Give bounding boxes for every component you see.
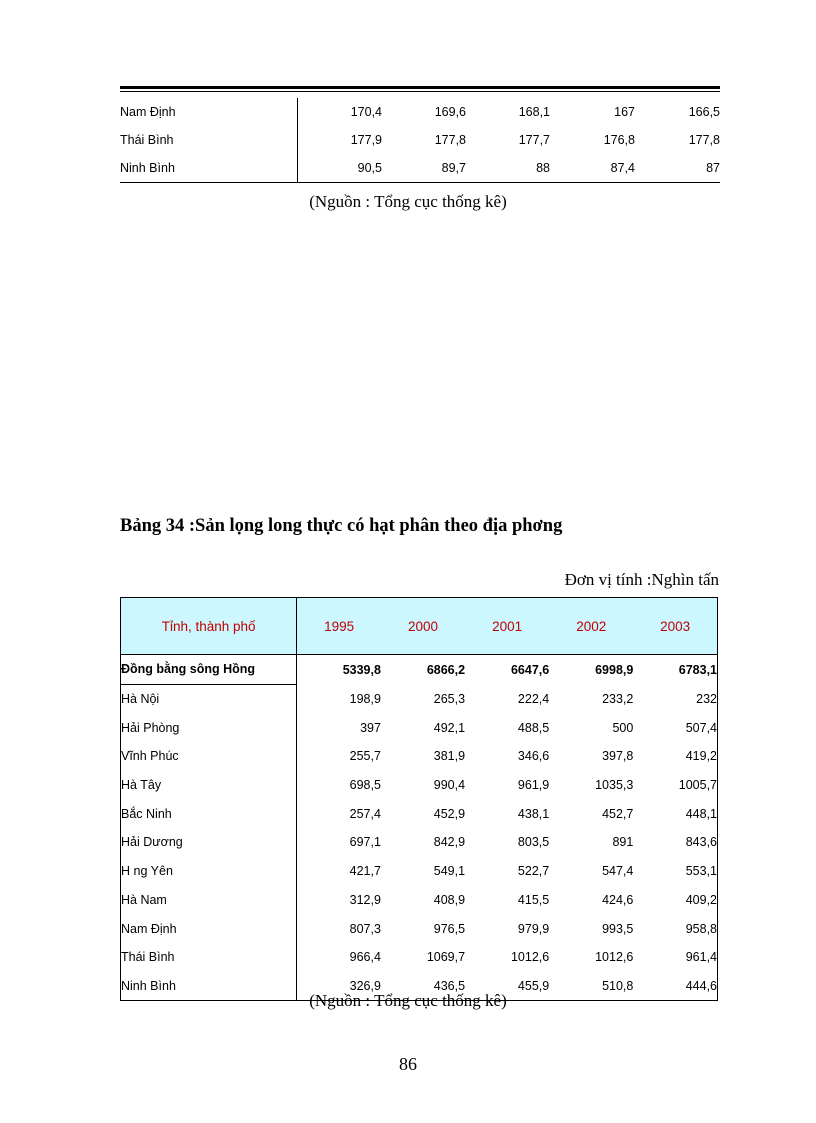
cell: 415,5: [517, 892, 550, 907]
row-name: Hà Nội: [121, 684, 297, 713]
cell: 1005,7: [678, 778, 717, 793]
cell: 6866,2: [426, 662, 466, 677]
table-row: [120, 154, 720, 183]
cell: 177,9: [350, 133, 382, 147]
cell: 233,2: [602, 691, 634, 706]
cell: 166,5: [688, 105, 720, 119]
cell: 265,3: [433, 691, 466, 706]
cell: 5339,8: [342, 662, 381, 677]
cell: 843,6: [685, 835, 717, 850]
cell: 177,7: [518, 133, 550, 147]
header-year: 2000: [381, 598, 465, 655]
table-row: [121, 886, 718, 915]
table-row: [120, 98, 720, 126]
cell: 177,8: [434, 133, 466, 147]
row-name: Nam Định: [121, 914, 297, 943]
table-row: [121, 914, 718, 943]
cell: 553,1: [685, 864, 717, 879]
row-name: Hà Nam: [121, 886, 297, 915]
table-row: [121, 828, 718, 857]
cell: 452,9: [433, 806, 466, 821]
table-row: [121, 684, 718, 713]
cell: 1012,6: [510, 950, 550, 965]
table-row: [121, 799, 718, 828]
cell: 90,5: [357, 161, 382, 175]
cell: 448,1: [685, 806, 717, 821]
table-row: [121, 857, 718, 886]
cell: 397,8: [602, 749, 634, 764]
row-name: Hà Tây: [121, 771, 297, 800]
row-name: Nam Định: [120, 98, 297, 126]
cell: 89,7: [441, 161, 466, 175]
cell: 444,6: [685, 978, 717, 993]
cell: 257,4: [349, 806, 381, 821]
row-name: Vĩnh Phúc: [121, 742, 297, 771]
cell: 993,5: [602, 921, 634, 936]
cell: 979,9: [517, 921, 550, 936]
cell: 409,2: [685, 892, 717, 907]
table-row: [121, 713, 718, 742]
cell: 177,8: [688, 133, 720, 147]
cell: 346,6: [517, 749, 550, 764]
table-header-row: [121, 598, 718, 655]
table-row: [121, 943, 718, 972]
row-name: Thái Bình: [120, 126, 297, 154]
table-row: [120, 126, 720, 154]
cell: 168,1: [518, 105, 550, 119]
cell: 842,9: [433, 835, 466, 850]
cell: 500: [612, 720, 634, 735]
source-note: (Nguồn : Tổng cục thống kê): [309, 991, 507, 1010]
cell: 87: [706, 161, 720, 175]
cell: 492,1: [433, 720, 466, 735]
cell: 255,7: [349, 749, 381, 764]
table-row: [121, 771, 718, 800]
header-year: 2002: [549, 598, 633, 655]
cell: 507,4: [685, 720, 717, 735]
cell: 990,4: [433, 778, 466, 793]
cell: 436,5: [433, 978, 466, 993]
header-region: Tỉnh, thành phố: [121, 598, 297, 655]
cell: 1069,7: [426, 950, 466, 965]
cell: 455,9: [517, 978, 550, 993]
cell: 547,4: [602, 864, 634, 879]
cell: 1035,3: [595, 778, 634, 793]
cell: 1012,6: [595, 950, 634, 965]
cell: 891: [612, 835, 634, 850]
cell: 170,4: [350, 105, 382, 119]
cell: 88: [536, 161, 550, 175]
cell: 961,4: [685, 950, 717, 965]
row-name: Hải Phòng: [121, 713, 297, 742]
cell: 958,8: [685, 921, 717, 936]
top-rule-thin: [120, 91, 720, 92]
cell: 419,2: [685, 749, 717, 764]
cell: 6998,9: [595, 662, 634, 677]
cell: 421,7: [349, 864, 381, 879]
cell: 6647,6: [510, 662, 550, 677]
row-name: Hải Dương: [121, 828, 297, 857]
table-row: [121, 742, 718, 771]
header-year: 1995: [297, 598, 381, 655]
cell: 488,5: [517, 720, 550, 735]
cell: 167: [614, 105, 635, 119]
cell: 549,1: [433, 864, 466, 879]
cell: 232: [696, 691, 717, 706]
cell: 966,4: [349, 950, 381, 965]
production-table: [120, 597, 718, 1001]
cell: 198,9: [349, 691, 381, 706]
cell: 697,1: [349, 835, 381, 850]
cell: 397: [360, 720, 381, 735]
page-number: 86: [399, 1054, 417, 1074]
cell: 803,5: [517, 835, 550, 850]
cell: 961,9: [517, 778, 550, 793]
table-title: Bảng 34 :Sản lọng long thực có hạt phân theo địa phơng: [120, 516, 563, 536]
row-name: Bắc Ninh: [121, 799, 297, 828]
cell: 312,9: [349, 892, 381, 907]
row-name: Thái Bình: [121, 943, 297, 972]
cell: 87,4: [610, 161, 635, 175]
total-row: [121, 655, 718, 685]
cell: 176,8: [603, 133, 635, 147]
cell: 408,9: [433, 892, 466, 907]
row-name: Ninh Bình: [121, 972, 297, 1001]
cell: 381,9: [433, 749, 466, 764]
unit-label: Đơn vị tính :Nghìn tấn: [564, 570, 719, 589]
cell: 222,4: [517, 691, 550, 706]
row-name: H ng Yên: [121, 857, 297, 886]
header-year: 2003: [633, 598, 717, 655]
cell: 452,7: [602, 806, 634, 821]
cell: 510,8: [602, 978, 634, 993]
top-rule: [120, 86, 720, 89]
row-name: Đồng bằng sông Hồng: [121, 655, 297, 685]
cell: 326,9: [349, 978, 381, 993]
cell: 438,1: [517, 806, 550, 821]
cell: 807,3: [349, 921, 381, 936]
cell: 522,7: [517, 864, 550, 879]
row-name: Ninh Bình: [120, 154, 297, 183]
source-note: (Nguồn : Tổng cục thống kê): [309, 192, 507, 211]
cell: 169,6: [434, 105, 466, 119]
cell: 976,5: [433, 921, 466, 936]
table-continued: [120, 98, 720, 183]
cell: 6783,1: [678, 662, 717, 677]
cell: 424,6: [602, 892, 634, 907]
cell: 698,5: [349, 778, 381, 793]
header-year: 2001: [465, 598, 549, 655]
